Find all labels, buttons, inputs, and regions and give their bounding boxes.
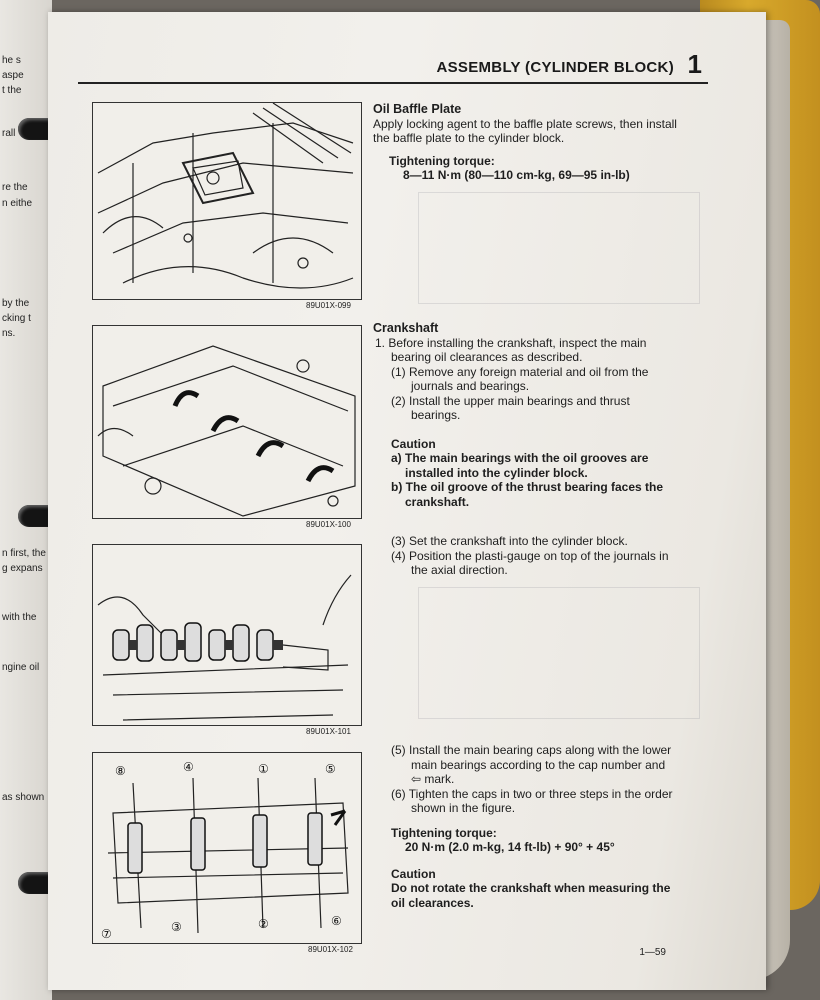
caution-label: Caution <box>391 436 436 451</box>
sub-step-text: (5) Install the main bearing caps along with the lower main bearings according to the cap number and ⇦ mark. <box>391 743 672 786</box>
page-number: 1—59 <box>639 947 666 958</box>
cap-number-label: ⑤ <box>325 762 336 776</box>
section-heading: Oil Baffle Plate <box>373 102 462 116</box>
sub-step-text: (2) Install the upper main bearings and thrust bearings. <box>391 393 630 422</box>
caution-label: Caution <box>391 866 436 881</box>
cap-number-label: ③ <box>171 920 182 934</box>
prev-page-text: by the <box>2 298 30 309</box>
page-header <box>78 42 708 84</box>
bearing-caps-illustration <box>93 753 361 943</box>
caution-item: a) The main bearings with the oil grooves are installed into the cylinder block. <box>391 451 649 480</box>
figure-set-crankshaft <box>92 544 362 726</box>
previous-page <box>0 0 52 1000</box>
sub-step-text: (1) Remove any foreign material and oil from the journals and bearings. <box>391 364 649 393</box>
page-title: ASSEMBLY (CYLINDER BLOCK) <box>436 59 674 76</box>
instruction-text: Apply locking agent to the baffle plate screws, then install the baffle plate to the cylinder block. <box>373 116 677 145</box>
section-crankshaft <box>373 321 678 509</box>
figure-code: 89U01X-102 <box>308 945 353 954</box>
prev-page-text: ngine oil <box>2 662 40 673</box>
cap-number-label: ② <box>258 917 269 931</box>
bleed-through-shadow <box>418 192 700 304</box>
figure-code: 89U01X-099 <box>306 301 351 310</box>
figure-main-bearing-caps <box>92 752 362 944</box>
section-heading: Crankshaft <box>373 321 439 335</box>
prev-page-text: ns. <box>2 328 16 339</box>
cap-number-label: ⑧ <box>115 764 126 778</box>
section-oil-baffle-plate <box>373 102 678 183</box>
cap-number-label: ④ <box>183 760 194 774</box>
torque-value: 20 N·m (2.0 m-kg, 14 ft-lb) + 90° + 45° <box>405 840 615 854</box>
torque-label: Tightening torque: <box>391 825 497 840</box>
figure-upper-main-bearings <box>92 325 362 519</box>
cap-number-label: ⑥ <box>331 914 342 928</box>
figure-code: 89U01X-101 <box>306 727 351 736</box>
prev-page-text: n eithe <box>2 198 33 209</box>
step-text: 1. Before installing the crankshaft, inspect the main bearing oil clearances as described. <box>375 335 647 364</box>
cap-number-label: ① <box>258 762 269 776</box>
caution-item: b) The oil groove of the thrust bearing faces the crankshaft. <box>391 480 664 509</box>
chapter-number: 1 <box>687 49 702 79</box>
engine-block-illustration <box>93 103 361 299</box>
prev-page-text: g expans <box>2 563 43 574</box>
prev-page-text: re the <box>2 182 28 193</box>
bleed-through-shadow <box>418 587 700 719</box>
prev-page-text: aspe <box>2 70 24 81</box>
prev-page-text: n first, the <box>2 548 46 559</box>
torque-value: 8—11 N·m (80—110 cm-kg, 69—95 in-lb) <box>403 168 630 182</box>
manual-page <box>48 12 766 990</box>
prev-page-text: with the <box>2 612 37 623</box>
prev-page-text: as shown <box>2 792 45 803</box>
torque-label: Tightening torque: <box>389 153 495 168</box>
sub-step-text: (6) Tighten the caps in two or three steps in the order shown in the figure. <box>391 786 673 815</box>
prev-page-text: rall <box>2 128 16 139</box>
section-set-crankshaft <box>373 534 678 578</box>
section-bearing-caps <box>373 743 678 910</box>
figure-oil-baffle-plate <box>92 102 362 300</box>
figure-code: 89U01X-100 <box>306 520 351 529</box>
cap-number-label: ⑦ <box>101 927 112 941</box>
prev-page-text: cking t <box>2 313 31 324</box>
crankshaft-illustration <box>93 545 361 725</box>
prev-page-text: t the <box>2 85 22 96</box>
caution-text: Do not rotate the crankshaft when measuring the oil clearances. <box>391 881 671 910</box>
bearing-saddles-illustration <box>93 326 361 518</box>
prev-page-text: he s <box>2 55 21 66</box>
sub-step-text: (4) Position the plasti-gauge on top of the journals in the axial direction. <box>391 548 669 577</box>
sub-step-text: (3) Set the crankshaft into the cylinder block. <box>391 534 628 548</box>
